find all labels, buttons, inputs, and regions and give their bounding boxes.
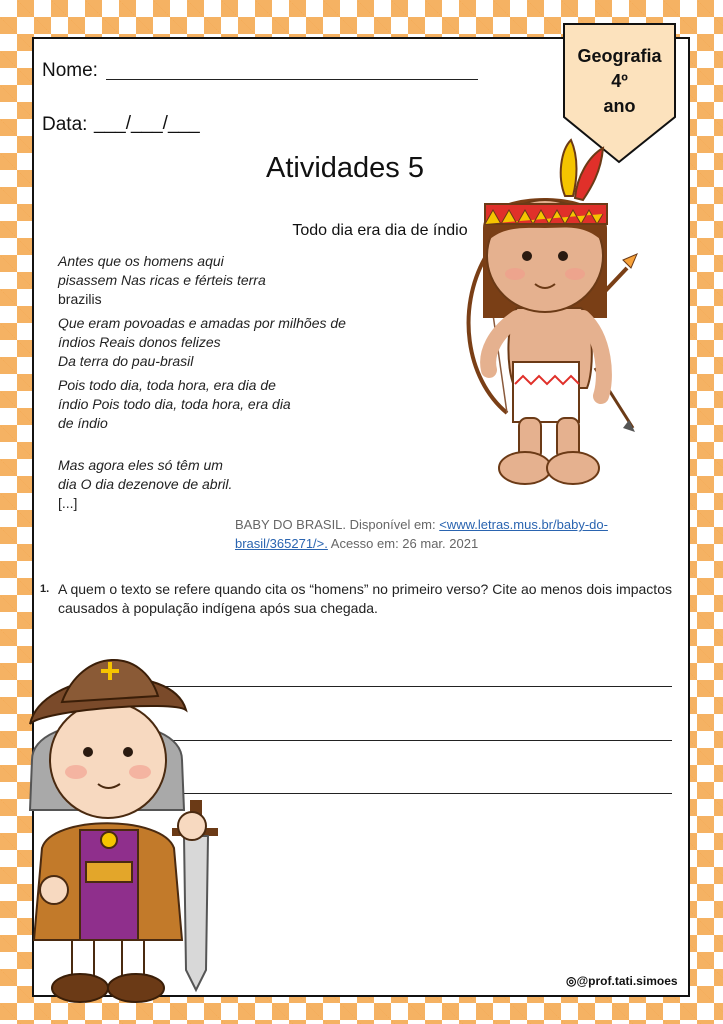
poem-line: pisassem Nas ricas e férteis terra (58, 272, 266, 288)
poem-line: Mas agora eles só têm um (58, 457, 223, 473)
poem-line: dia O dia dezenove de abril. (58, 476, 233, 492)
poem-line: índio Pois todo dia, toda hora, era dia (58, 396, 291, 412)
poem-line: de índio (58, 415, 108, 431)
poem-line: brazilis (58, 291, 102, 307)
badge-grade-word: ano (603, 96, 636, 116)
poem-line: Que eram povoadas e amadas por milhões de (58, 315, 346, 331)
poem-line: índios Reais donos felizes (58, 334, 221, 350)
poem-stanza (58, 376, 291, 433)
answer-line[interactable] (165, 793, 672, 794)
date-field[interactable]: ___/___/___ (94, 113, 200, 134)
poem-stanza (58, 314, 346, 371)
poem-line: [...] (58, 495, 78, 511)
name-label: Nome: (42, 60, 98, 81)
page-title: Atividades 5 (266, 152, 424, 184)
poem-stanza (58, 456, 232, 513)
answer-line[interactable] (165, 686, 672, 687)
question-text: A quem o texto se refere quando cita os “homens” no primeiro verso? Cite ao menos dois impactos causados à população indígena após sua chegada. (58, 581, 672, 616)
poem-line: Da terra do pau-brasil (58, 353, 194, 369)
badge-text (562, 44, 677, 119)
date-label: Data: (42, 114, 88, 135)
explorer-illustration (22, 640, 222, 1010)
answer-line[interactable] (165, 740, 672, 741)
source-link-cont[interactable]: brasil/365271/>. (235, 536, 328, 551)
poem-stanza (58, 252, 266, 309)
source-link[interactable]: <www.letras.mus.br/baby-do- (439, 517, 608, 532)
instagram-credit (566, 974, 678, 988)
source-author: BABY DO BRASIL. Disponível em: (235, 517, 440, 532)
poem-title: Todo dia era dia de índio (292, 222, 468, 239)
poem-line: Antes que os homens aqui (58, 253, 224, 269)
source-citation (235, 515, 645, 553)
credit-handle: @prof.tati.simoes (576, 974, 678, 988)
poem-line: Pois todo dia, toda hora, era dia de (58, 377, 276, 393)
instagram-icon: ◎ (566, 974, 577, 988)
badge-subject: Geografia (577, 46, 662, 66)
question-number: 1. (40, 583, 50, 595)
badge-grade-number: 4º (611, 71, 628, 91)
indigenous-child-illustration (455, 138, 645, 490)
source-access: Acesso em: 26 mar. 2021 (327, 536, 479, 551)
name-field-line[interactable] (106, 79, 478, 80)
